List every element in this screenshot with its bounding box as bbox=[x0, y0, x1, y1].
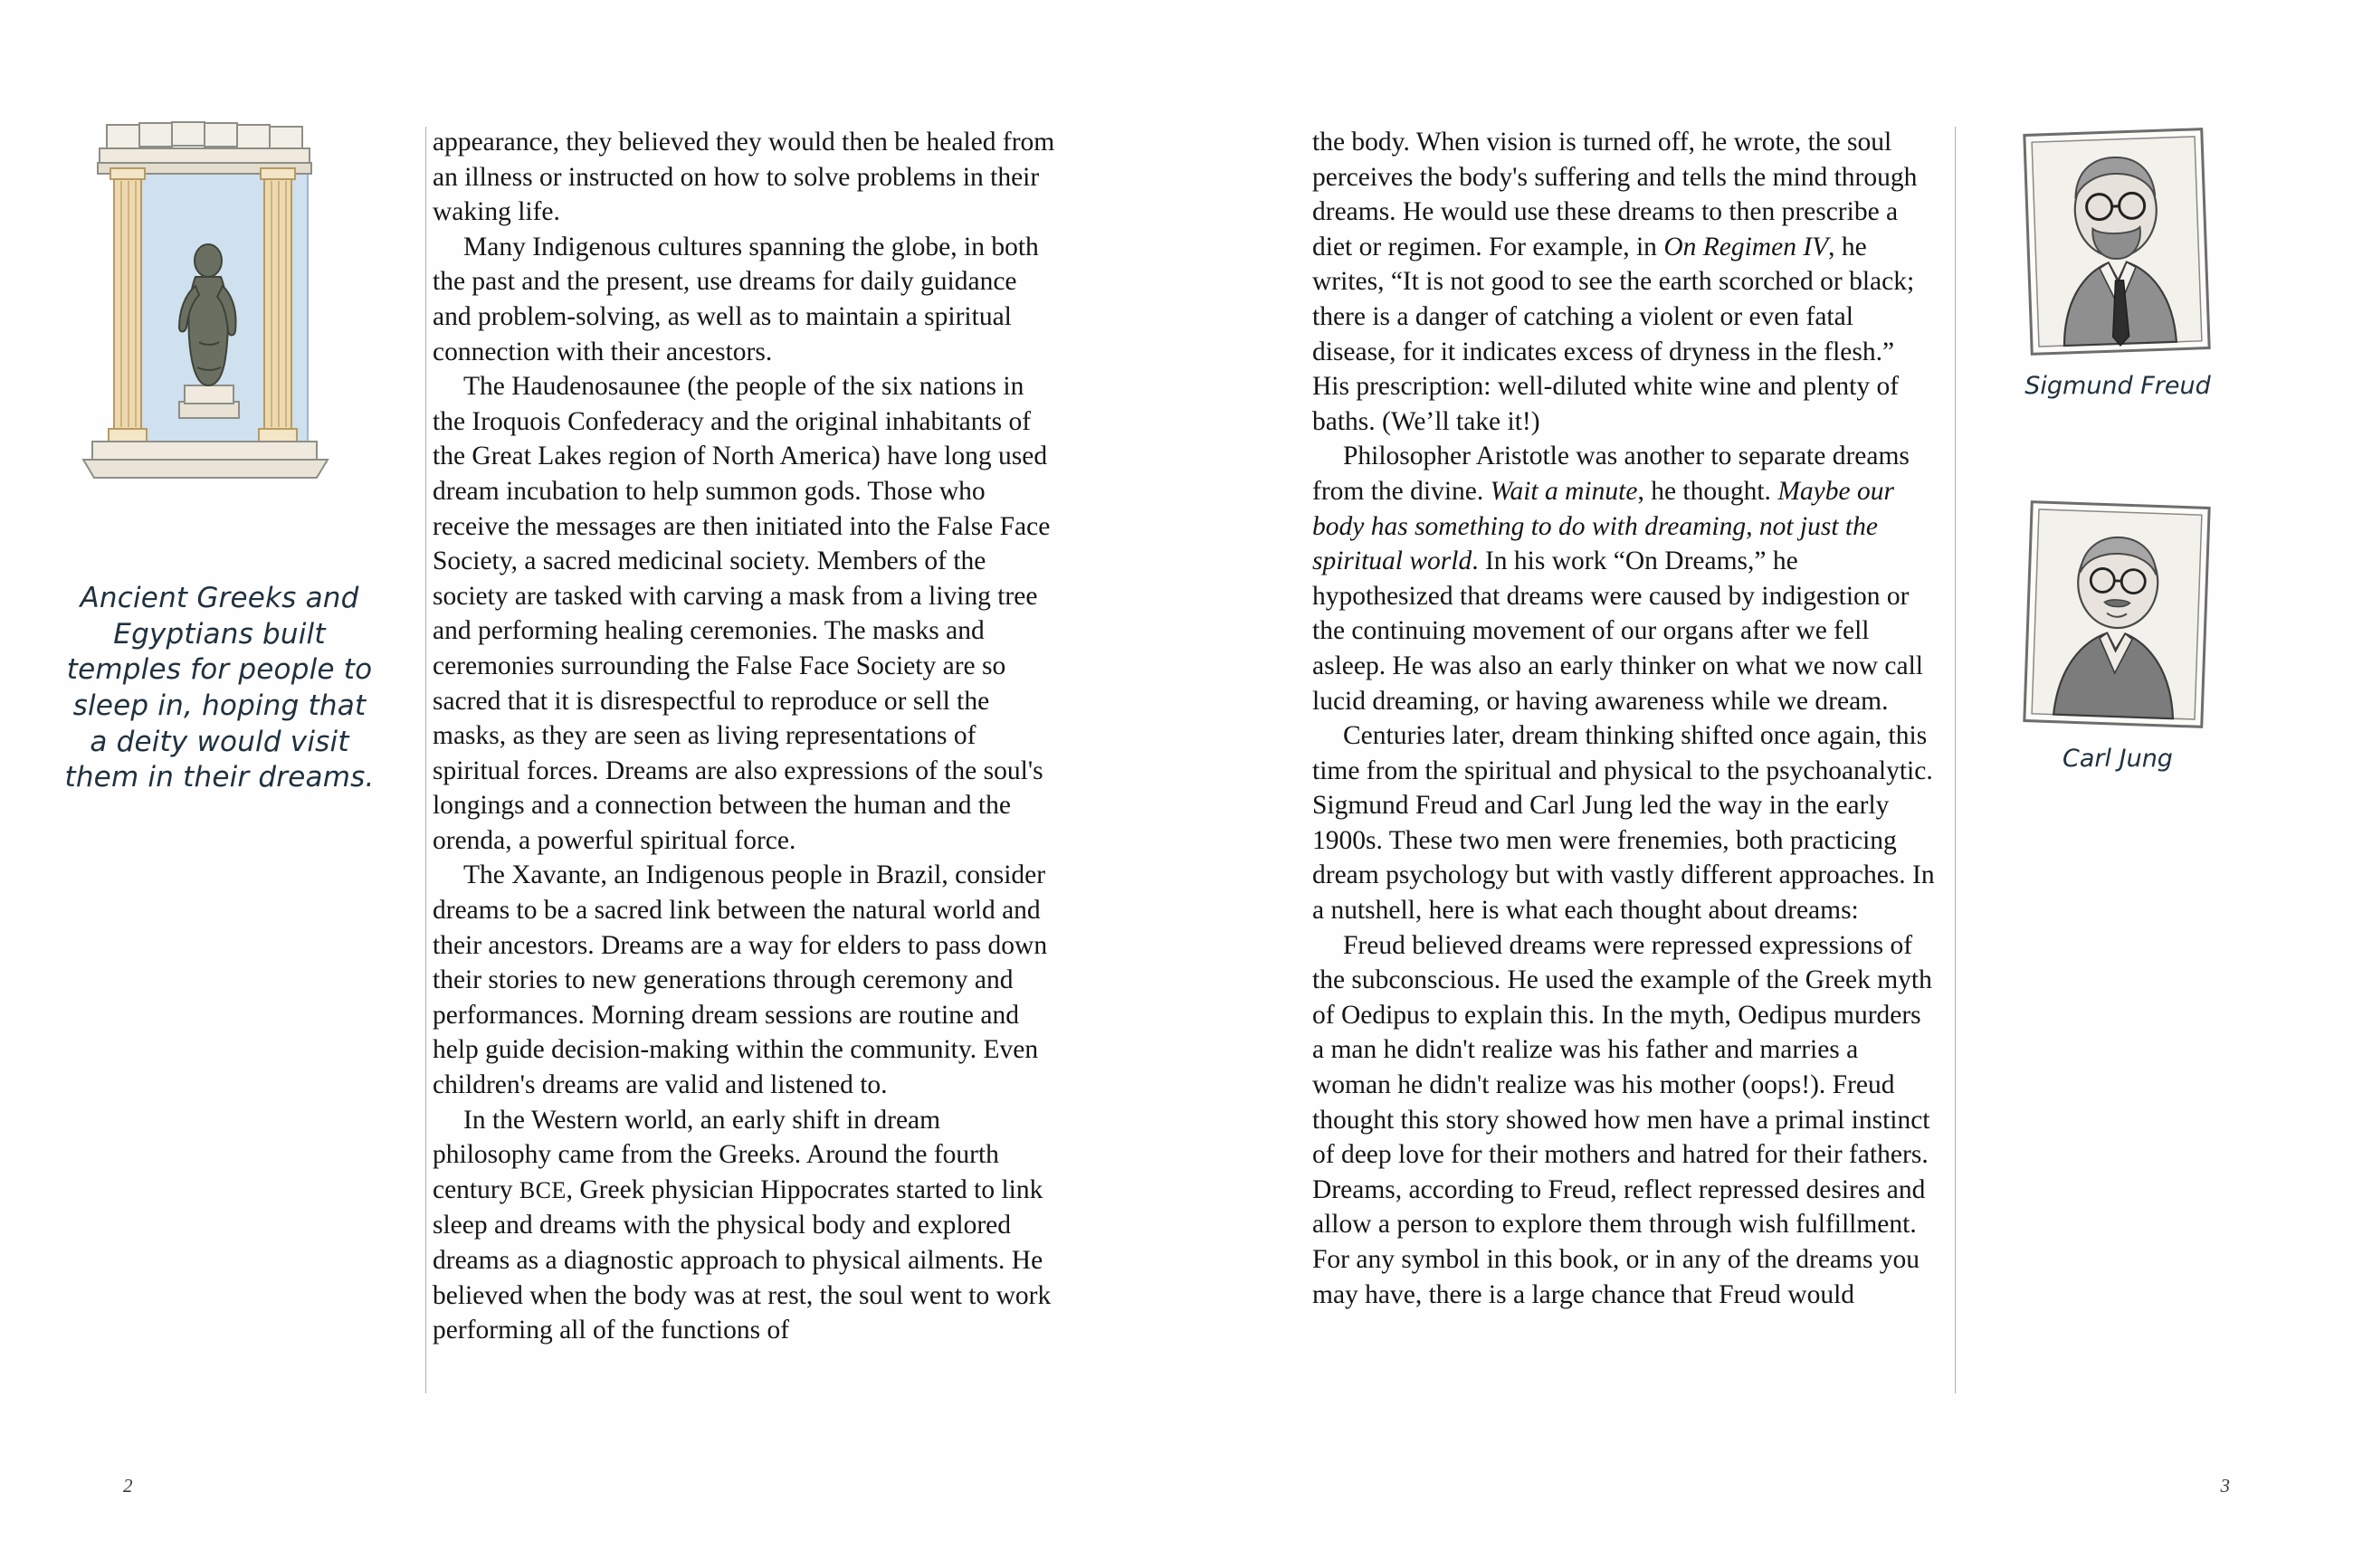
paragraph-final bbox=[433, 1103, 1057, 1348]
paragraph-aristotle-intro bbox=[1312, 125, 1937, 439]
paragraph-part: Philosopher Aristotle was another to separate dreams from the divine. bbox=[1312, 442, 1910, 506]
portrait-carl-jung-illustration bbox=[2021, 499, 2213, 730]
paragraph-part: the body. When vision is turned off, he wrote, the soul perceives the body's suffering and tells the mind through dreams. He would use these dreams to then prescribe a diet or regimen. For example, in bbox=[1312, 128, 1918, 261]
paragraph-part: , he thought. bbox=[1637, 476, 1778, 506]
left-page bbox=[0, 0, 1176, 1568]
emphasis-maybe-our-body: Maybe our body has something to do with dreaming, not just the spiritual world bbox=[1312, 476, 1894, 576]
column-divider-left bbox=[425, 127, 426, 1393]
emphasis-wait-a-minute: Wait a minute bbox=[1490, 476, 1638, 506]
portrait-caption-freud: Sigmund Freud bbox=[2024, 372, 2211, 400]
paragraph: Freud believed dreams were repressed expressions of the subconscious. He used the example of the Greek myth of Oedipus to explain this. In the myth, Oedipus murders a man he didn't realize was his father and marries a woman he didn't realize was his mother (oops!). Freud thought this story showed how men have a primal instinct of deep love for their mothers and hatred for their fathers. Dreams, according to Freud, reflect repressed desires and allow a person to explore them through wish fulfillment. For any symbol in this book, or in any of the dreams you may have, there is a large chance that Freud would bbox=[1312, 930, 1932, 1309]
portrait-sigmund-freud-illustration bbox=[2021, 127, 2213, 357]
paragraph-aristotle bbox=[1312, 439, 1937, 718]
paragraph: Many Indigenous cultures spanning the globe, in both the past and the present, use dreams for daily guidance and problem-solving, as well as to maintain a spiritual connection with their ancestors. bbox=[433, 232, 1039, 366]
greek-temple-illustration bbox=[63, 118, 376, 561]
portrait-caption-jung: Carl Jung bbox=[2062, 745, 2173, 773]
paragraph: Centuries later, dream thinking shifted once again, this time from the spiritual and physical to the psychoanalytic. Sigmund Freud and Carl Jung led the way in the early 1900s. These two men were frenemies, both practicing dream psychology but with vastly different approaches. In a nutshell, here is what each thought about dreams: bbox=[1312, 721, 1935, 926]
left-margin-caption: Ancient Greeks and Egyptians built temples for people to sleep in, hoping that a deity would visit them in their dreams. bbox=[64, 582, 375, 794]
page-number-left: 2 bbox=[123, 1475, 133, 1497]
left-text-column bbox=[433, 125, 1057, 1348]
work-title-on-regimen: On Regimen IV bbox=[1663, 232, 1829, 261]
paragraph: The Haudenosaunee (the people of the six nations in the Iroquois Confederacy and the original inhabitants of the Great Lakes region of North America) have long used dream incubation to help summon gods. Those who receive the messages are then initiated into the False Face Society, a sacred medicinal society. Members of the society are tasked with carving a mask from a living tree and performing healing ceremonies. The masks and ceremonies surrounding the False Face Society are so sacred that it is disrespectful to reproduce or sell the masks, as they are seen as living representations of spiritual forces. Dreams are also expressions of the soul's longings and a connection between the human and the orenda, a powerful spiritual force. bbox=[433, 372, 1051, 855]
portrait-block-jung bbox=[2005, 499, 2285, 773]
paragraph-part: , he writes, “It is not good to see the earth scorched or black; there is a danger of catching a violent or even fatal disease, for it indicates excess of dryness in the flesh.” His prescription: well-diluted white wine and plenty of baths. (We’ll take it!) bbox=[1312, 232, 1915, 436]
right-text-column bbox=[1312, 125, 1937, 1312]
paragraph: appearance, they believed they would then be healed from an illness or instructed on how to solve problems in their waking life. bbox=[433, 128, 1055, 227]
paragraph-part: . In his work “On Dreams,” he hypothesized that dreams were caused by indigestion or the continuing movement of our organs after we fell asleep. He was also an early thinker on what we now call lucid dreaming, or having awareness while we dream. bbox=[1312, 546, 1923, 716]
paragraph: The Xavante, an Indigenous people in Brazil, consider dreams to be a sacred link between the natural world and their ancestors. Dreams are a way for elders to pass down their stories to new generations through ceremony and performances. Morning dream sessions are routine and help guide decision-making within the community. Even children's dreams are valid and listened to. bbox=[433, 860, 1048, 1100]
page-number-right: 3 bbox=[2220, 1475, 2230, 1497]
small-caps-era: BCE bbox=[519, 1176, 567, 1203]
portrait-block-freud bbox=[2005, 127, 2285, 400]
left-margin-column bbox=[63, 118, 376, 796]
right-margin-column bbox=[2005, 127, 2285, 827]
column-divider-right bbox=[1955, 127, 1956, 1393]
paragraph-part: In the Western world, an early shift in dream philosophy came from the Greeks. Around the fourth century bbox=[433, 1105, 999, 1204]
paragraph-part: , Greek physician Hippocrates started to link sleep and dreams with the physical body and explored dreams as a diagnostic approach to physical ailments. He believed when the body was at rest, the soul went to work performing all of the functions of bbox=[433, 1174, 1052, 1345]
